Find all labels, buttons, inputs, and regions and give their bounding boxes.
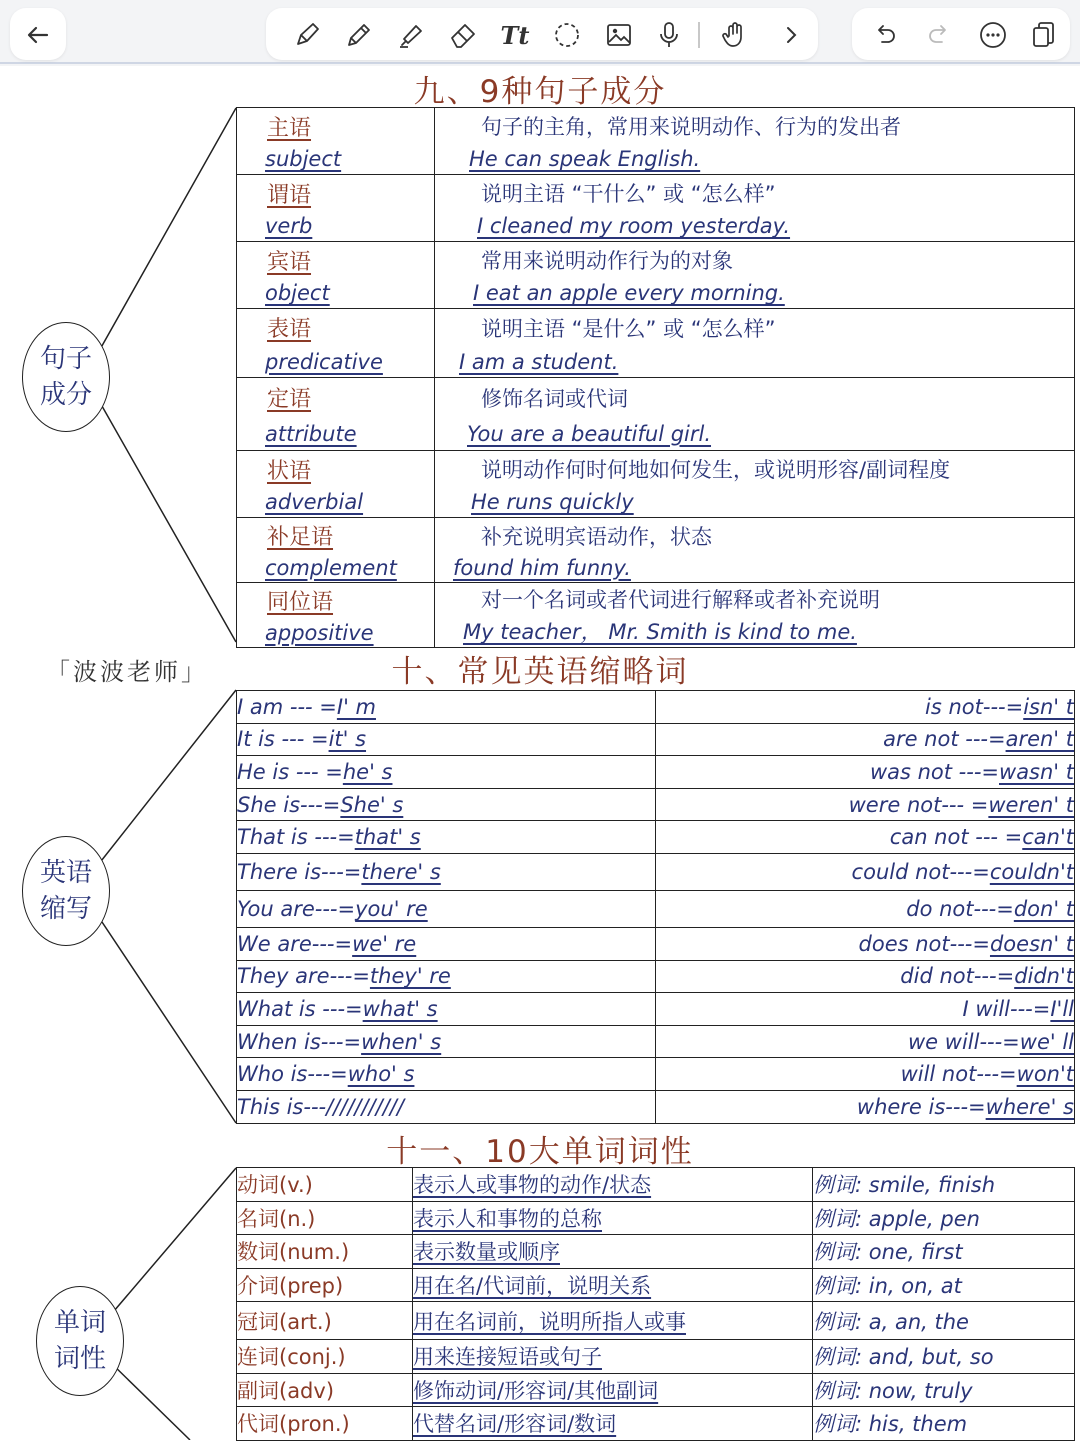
contraction-row	[237, 1025, 1075, 1058]
contraction-right-cell	[656, 723, 1075, 756]
component-en: appositive	[265, 620, 374, 645]
contraction-row	[237, 853, 1075, 890]
component-example: He can speak English.	[469, 147, 701, 171]
contraction-phrase: What is ---=	[237, 996, 363, 1021]
term-pair	[237, 309, 434, 377]
pos-definition: 用在名词前，说明所指人或事	[413, 1302, 813, 1340]
pos-definition: 修饰动词/形容词/其他副词	[413, 1373, 813, 1407]
component-row	[237, 451, 1075, 518]
pos-definition: 代替名词/形容词/数词	[413, 1407, 813, 1441]
desc-pair	[435, 108, 1074, 174]
contraction-left-cell	[237, 927, 656, 960]
term-pair	[237, 242, 434, 308]
desc-pair	[435, 309, 1074, 377]
component-term-cell	[237, 583, 435, 648]
contraction-phrase: We are---=	[237, 931, 353, 956]
contraction-left-cell	[237, 1090, 656, 1123]
contraction-phrase: we will---=	[908, 1029, 1020, 1054]
component-example: He runs quickly	[471, 490, 634, 514]
contraction-left-cell	[237, 691, 656, 724]
contraction-phrase: could not---=	[851, 859, 990, 884]
contraction-left-cell	[237, 756, 656, 789]
contraction-short: there' s	[361, 859, 441, 884]
component-cn: 补足语	[267, 525, 334, 551]
pos-name: 副词(adv)	[237, 1373, 413, 1407]
pos-example: 例词: in, on, at	[813, 1268, 1075, 1302]
pos-name: 介词(prep)	[237, 1268, 413, 1302]
contraction-right-cell	[656, 960, 1075, 993]
pos-definition: 用来连接短语或句子	[413, 1340, 813, 1374]
component-cn: 表语	[267, 317, 312, 343]
contraction-short: don' t	[1013, 896, 1074, 921]
component-cn: 主语	[267, 115, 312, 141]
sentence-components-table	[236, 107, 1075, 648]
component-row	[237, 242, 1075, 309]
contraction-right-cell	[656, 788, 1075, 821]
component-desc-cell	[435, 378, 1075, 451]
contraction-row	[237, 993, 1075, 1026]
contraction-short: they' re	[369, 964, 451, 989]
contraction-short: I'll	[1050, 996, 1074, 1021]
contraction-short: I' m	[336, 694, 376, 719]
contraction-phrase: You are---=	[237, 896, 356, 921]
contraction-phrase: where is---=	[856, 1094, 986, 1119]
component-term-cell	[237, 451, 435, 518]
section9-title: 九、9种句子成分	[413, 74, 667, 110]
contraction-phrase: I will---=	[962, 996, 1051, 1021]
section11-bubble: 单词 词性	[36, 1286, 124, 1396]
pos-example: 例词: apple, pen	[813, 1201, 1075, 1235]
pos-name: 数词(num.)	[237, 1235, 413, 1269]
contraction-row	[237, 1090, 1075, 1123]
part-of-speech-row	[237, 1268, 1075, 1302]
desc-pair	[435, 175, 1074, 241]
contraction-left-cell	[237, 723, 656, 756]
component-term-cell	[237, 108, 435, 175]
pos-example: 例词: smile, finish	[813, 1168, 1075, 1202]
component-cn: 定语	[267, 387, 312, 413]
contraction-phrase: Who is---=	[237, 1062, 348, 1087]
component-term-cell	[237, 378, 435, 451]
contraction-right-cell	[656, 993, 1075, 1026]
component-description: 说明主语 “是什么” 或 “怎么样”	[481, 316, 776, 341]
pos-example: 例词: a, an, the	[813, 1302, 1075, 1340]
component-en: attribute	[265, 421, 357, 446]
contraction-short: when' s	[361, 1029, 442, 1054]
pos-example: 例词: his, them	[813, 1407, 1075, 1441]
contraction-short: isn' t	[1023, 694, 1074, 719]
part-of-speech-row	[237, 1340, 1075, 1374]
component-desc-cell	[435, 309, 1075, 378]
contraction-phrase: She is---=	[237, 792, 341, 817]
component-en: complement	[265, 555, 397, 580]
desc-pair	[435, 451, 1074, 517]
component-example: You are a beautiful girl.	[467, 421, 712, 446]
pos-definition: 表示数量或顺序	[413, 1235, 813, 1269]
component-desc-cell	[435, 242, 1075, 309]
contraction-right-cell	[656, 1025, 1075, 1058]
contraction-left-cell	[237, 993, 656, 1026]
component-description: 对一个名词或者代词进行解释或者补充说明	[481, 588, 880, 612]
contraction-row	[237, 756, 1075, 789]
desc-pair	[435, 518, 1074, 582]
signature: 「波波老师」	[46, 658, 208, 686]
component-en: subject	[265, 147, 342, 172]
term-pair	[237, 451, 434, 517]
pos-name: 连词(conj.)	[237, 1340, 413, 1374]
component-desc-cell	[435, 518, 1075, 583]
contraction-left-cell	[237, 853, 656, 890]
component-row	[237, 108, 1075, 175]
component-description: 说明主语 “干什么” 或 “怎么样”	[481, 182, 776, 206]
contraction-row	[237, 890, 1075, 927]
component-row	[237, 309, 1075, 378]
part-of-speech-row	[237, 1201, 1075, 1235]
contraction-short: we' ll	[1019, 1029, 1074, 1054]
pos-name: 冠词(art.)	[237, 1302, 413, 1340]
pos-example: 例词: now, truly	[813, 1373, 1075, 1407]
contraction-short: you' re	[355, 896, 428, 921]
pos-example: 例词: one, first	[813, 1235, 1075, 1269]
desc-pair	[435, 583, 1074, 647]
contraction-row	[237, 1058, 1075, 1091]
part-of-speech-row	[237, 1235, 1075, 1269]
contraction-short: doesn' t	[989, 931, 1074, 956]
contraction-phrase: were not--- =	[848, 792, 989, 817]
contraction-right-cell	[656, 890, 1075, 927]
component-en: object	[265, 281, 330, 306]
component-en: adverbial	[265, 490, 364, 515]
term-pair	[237, 175, 434, 241]
contraction-left-cell	[237, 1025, 656, 1058]
contraction-right-cell	[656, 691, 1075, 724]
contraction-phrase: There is---=	[237, 859, 362, 884]
contraction-short: who' s	[347, 1062, 415, 1087]
contraction-phrase: They are---=	[237, 964, 370, 989]
component-cn: 同位语	[267, 590, 334, 616]
component-example: My teacher， Mr. Smith is kind to me.	[463, 620, 857, 644]
component-description: 句子的主角，常用来说明动作、行为的发出者	[481, 115, 901, 139]
text-tool-icon: Tt	[500, 20, 530, 50]
contraction-short: weren' t	[988, 792, 1074, 817]
contraction-right-cell	[656, 853, 1075, 890]
contraction-short: what' s	[362, 996, 438, 1021]
contraction-row	[237, 788, 1075, 821]
contractions-table	[236, 690, 1075, 1124]
term-pair	[237, 378, 434, 450]
contraction-row	[237, 691, 1075, 724]
component-description: 常用来说明动作行为的对象	[481, 249, 733, 273]
contraction-short: can't	[1022, 825, 1074, 850]
component-cn: 宾语	[267, 249, 312, 275]
contraction-phrase: It is --- =	[237, 727, 329, 752]
part-of-speech-row	[237, 1302, 1075, 1340]
contraction-phrase: is not---=	[925, 694, 1024, 719]
section11-title: 十一、10大单词词性	[386, 1134, 694, 1170]
contraction-short: didn't	[1014, 964, 1074, 989]
component-desc-cell	[435, 583, 1075, 648]
component-term-cell	[237, 242, 435, 309]
contraction-short: it' s	[328, 727, 367, 752]
contraction-phrase: This is---///////////	[237, 1094, 404, 1119]
component-example: I am a student.	[459, 349, 619, 374]
contraction-phrase: I am --- =	[237, 694, 337, 719]
pos-definition: 表示人和事物的总称	[413, 1201, 813, 1235]
pos-name: 动词(v.)	[237, 1168, 413, 1202]
component-cn: 谓语	[267, 182, 312, 208]
contraction-phrase: He is --- =	[237, 759, 343, 784]
contraction-row	[237, 723, 1075, 756]
component-description: 补充说明宾语动作，状态	[481, 524, 712, 549]
contraction-right-cell	[656, 1090, 1075, 1123]
contraction-short: couldn't	[989, 859, 1074, 884]
contraction-short: She' s	[340, 792, 404, 817]
contraction-right-cell	[656, 821, 1075, 854]
contraction-phrase: do not---=	[906, 896, 1014, 921]
contraction-short: he' s	[342, 759, 393, 784]
contraction-phrase: was not ---=	[869, 759, 1000, 784]
contraction-row	[237, 960, 1075, 993]
parts-of-speech-table	[236, 1167, 1075, 1441]
contraction-short: aren' t	[1005, 727, 1074, 752]
component-example: found him funny.	[453, 555, 631, 580]
contraction-left-cell	[237, 821, 656, 854]
part-of-speech-row	[237, 1373, 1075, 1407]
pos-example: 例词: and, but, so	[813, 1340, 1075, 1374]
contraction-left-cell	[237, 1058, 656, 1091]
component-term-cell	[237, 309, 435, 378]
section10-title: 十、常见英语缩略词	[391, 654, 689, 690]
component-cn: 状语	[267, 458, 312, 484]
part-of-speech-row	[237, 1168, 1075, 1202]
component-term-cell	[237, 175, 435, 242]
section9-bubble: 句子 成分	[22, 322, 110, 432]
term-pair	[237, 518, 434, 582]
contraction-right-cell	[656, 1058, 1075, 1091]
contraction-right-cell	[656, 927, 1075, 960]
pos-name: 代词(pron.)	[237, 1407, 413, 1441]
component-row	[237, 518, 1075, 583]
contraction-phrase: When is---=	[237, 1029, 362, 1054]
component-en: verb	[265, 214, 313, 239]
component-desc-cell	[435, 175, 1075, 242]
contraction-phrase: That is ---=	[237, 825, 355, 850]
desc-pair	[435, 242, 1074, 308]
component-desc-cell	[435, 451, 1075, 518]
component-en: predicative	[265, 349, 383, 374]
contraction-short: where' s	[985, 1094, 1074, 1119]
component-row	[237, 175, 1075, 242]
pos-definition: 用在名/代词前，说明关系	[413, 1268, 813, 1302]
component-row	[237, 583, 1075, 648]
desc-pair	[435, 378, 1074, 450]
contraction-short: won't	[1016, 1062, 1074, 1087]
pos-name: 名词(n.)	[237, 1201, 413, 1235]
contraction-right-cell	[656, 756, 1075, 789]
contraction-left-cell	[237, 890, 656, 927]
contraction-phrase: does not---=	[858, 931, 990, 956]
component-example: I cleaned my room yesterday.	[477, 214, 791, 238]
component-description: 修饰名词或代词	[481, 386, 628, 411]
contraction-left-cell	[237, 788, 656, 821]
contraction-short: that' s	[354, 825, 421, 850]
component-description: 说明动作何时何地如何发生，或说明形容/副词程度	[481, 458, 951, 482]
contraction-short: we' re	[352, 931, 417, 956]
component-desc-cell	[435, 108, 1075, 175]
component-term-cell	[237, 518, 435, 583]
component-row	[237, 378, 1075, 451]
part-of-speech-row	[237, 1407, 1075, 1441]
contraction-phrase: can not --- =	[889, 825, 1023, 850]
pos-definition: 表示人或事物的动作/状态	[413, 1168, 813, 1202]
contraction-phrase: did not---=	[900, 964, 1015, 989]
section10-bubble: 英语 缩写	[22, 836, 110, 946]
component-example: I eat an apple every morning.	[473, 281, 785, 305]
term-pair	[237, 108, 434, 174]
contraction-phrase: will not---=	[900, 1062, 1017, 1087]
term-pair	[237, 583, 434, 647]
contraction-left-cell	[237, 960, 656, 993]
contraction-short: wasn' t	[999, 759, 1074, 784]
contraction-phrase: are not ---=	[883, 727, 1006, 752]
contraction-row	[237, 821, 1075, 854]
contraction-row	[237, 927, 1075, 960]
